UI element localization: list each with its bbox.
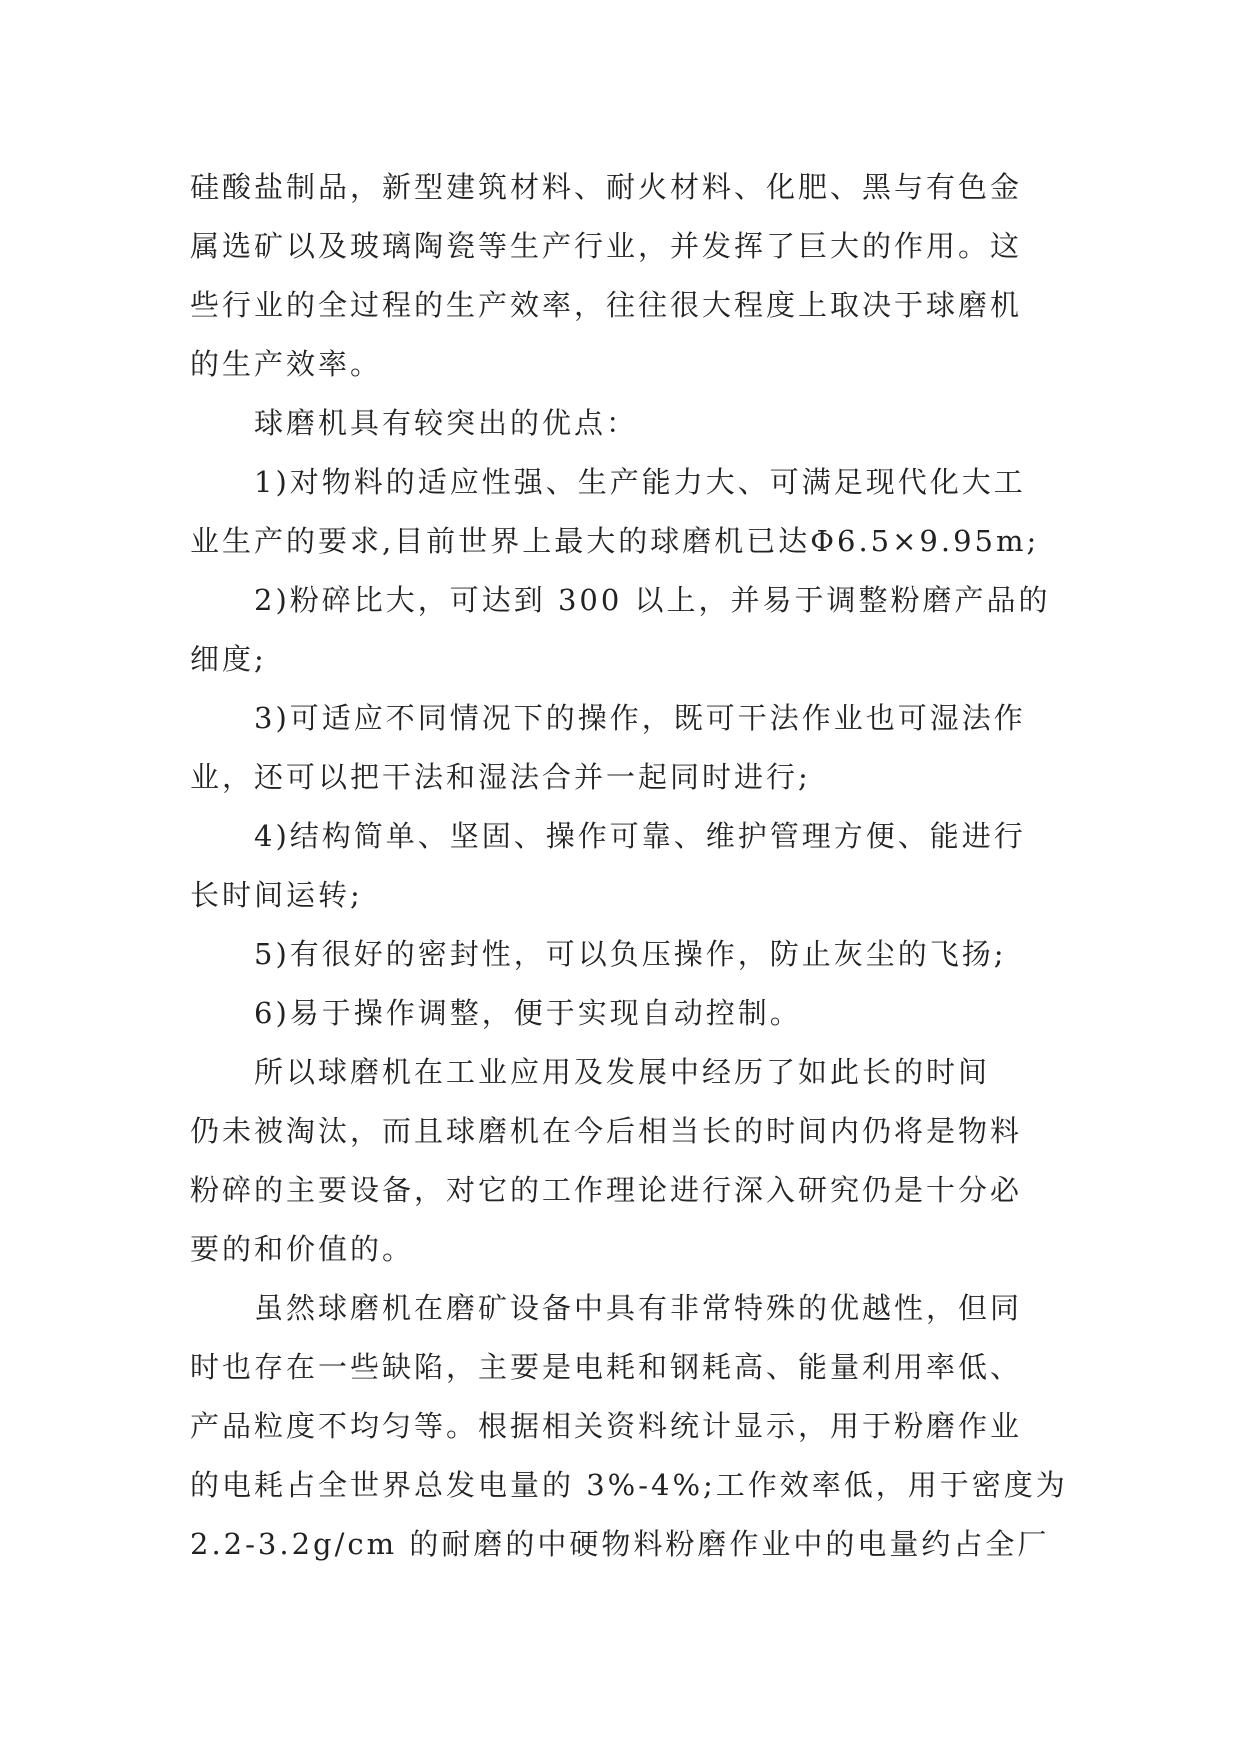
text-line: 2)粉碎比大，可达到 300 以上，并易于调整粉磨产品的 [254,583,1051,617]
text-line: 些行业的全过程的生产效率，往往很大程度上取决于球磨机 [190,288,1023,322]
text-line: 属选矿以及玻璃陶瓷等生产行业，并发挥了巨大的作用。这 [190,229,1023,263]
text-line: 细度; [190,642,267,676]
text-line: 长时间运转; [190,878,363,912]
text-line: 3)可适应不同情况下的操作，既可干法作业也可湿法作 [254,701,1026,735]
text-line: 业生产的要求,目前世界上最大的球磨机已达Φ6.5×9.95m; [190,524,1040,558]
text-line: 虽然球磨机在磨矿设备中具有非常特殊的优越性，但同 [254,1291,1023,1325]
text-line: 4)结构简单、坚固、操作可靠、维护管理方便、能进行 [254,819,1026,853]
text-line: 2.2-3.2g/cm 的耐磨的中硬物料粉磨作业中的电量约占全厂 [190,1527,1050,1561]
text-line: 要的和价值的。 [190,1232,415,1266]
text-line: 时也存在一些缺陷，主要是电耗和钢耗高、能量利用率低、 [190,1350,1023,1384]
text-line: 业，还可以把干法和湿法合并一起同时进行; [190,760,811,794]
text-line: 硅酸盐制品，新型建筑材料、耐火材料、化肥、黑与有色金 [190,170,1023,204]
text-line: 球磨机具有较突出的优点： [254,406,639,440]
text-line: 产品粒度不均匀等。根据相关资料统计显示，用于粉磨作业 [190,1409,1023,1443]
text-line: 6)易于操作调整，便于实现自动控制。 [254,996,802,1030]
text-line: 粉碎的主要设备，对它的工作理论进行深入研究仍是十分必 [190,1173,1023,1207]
body-text [190,158,1068,1574]
text-line: 的电耗占全世界总发电量的 3%-4%;工作效率低，用于密度为 [190,1468,1068,1502]
text-line: 的生产效率。 [190,347,383,381]
text-line: 1)对物料的适应性强、生产能力大、可满足现代化大工 [254,465,1026,499]
text-line: 仍未被淘汰，而且球磨机在今后相当长的时间内仍将是物料 [190,1114,1023,1148]
text-line: 5)有很好的密封性，可以负压操作，防止灰尘的飞扬; [254,937,1007,971]
text-line: 所以球磨机在工业应用及发展中经历了如此长的时间 [254,1055,991,1089]
